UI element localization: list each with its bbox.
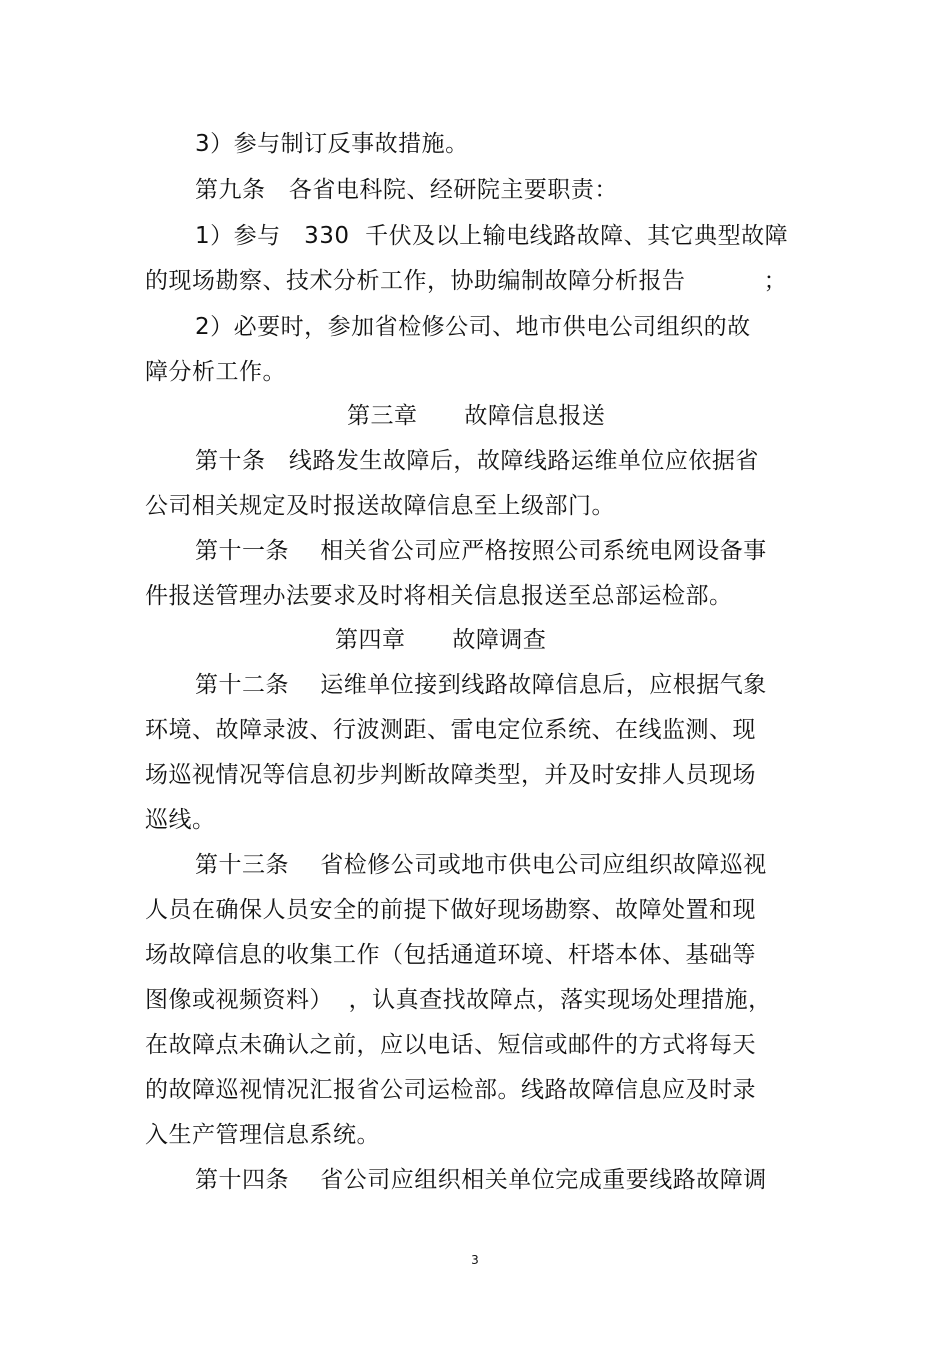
article-9-heading-line: 第九条 各省电科院、经研院主要职责： bbox=[195, 177, 618, 203]
article-13-line: 第十三条 省检修公司或地市供电公司应组织故障巡视 bbox=[195, 852, 767, 878]
paragraph-line: 2）必要时，参加省检修公司、地市供电公司组织的故 bbox=[195, 314, 751, 340]
paragraph-line: 件报送管理办法要求及时将相关信息报送至总部运检部。 bbox=[145, 583, 733, 609]
paragraph-line: 入生产管理信息系统。 bbox=[145, 1122, 380, 1148]
paragraph-line: 的现场勘察、技术分析工作，协助编制故障分析报告 ； bbox=[145, 268, 788, 294]
chapter-4-title: 第四章 故障调查 bbox=[335, 627, 547, 653]
article-14-line: 第十四条 省公司应组织相关单位完成重要线路故障调 bbox=[195, 1167, 767, 1193]
article-12-line: 第十二条 运维单位接到线路故障信息后，应根据气象 bbox=[195, 672, 767, 698]
paragraph-line: 人员在确保人员安全的前提下做好现场勘察、故障处置和现 bbox=[145, 897, 756, 923]
paragraph-line: 公司相关规定及时报送故障信息至上级部门。 bbox=[145, 493, 615, 519]
paragraph-line: 1）参与 330 千伏及以上输电线路故障、其它典型故障 bbox=[195, 223, 789, 249]
article-11-line: 第十一条 相关省公司应严格按照公司系统电网设备事 bbox=[195, 538, 767, 564]
page-number: 3 bbox=[471, 1253, 479, 1267]
paragraph-line: 3）参与制订反事故措施。 bbox=[195, 131, 469, 157]
article-10-line: 第十条 线路发生故障后，故障线路运维单位应依据省 bbox=[195, 448, 759, 474]
paragraph-line: 障分析工作。 bbox=[145, 359, 286, 385]
paragraph-line: 环境、故障录波、行波测距、雷电定位系统、在线监测、现 bbox=[145, 717, 756, 743]
chapter-3-title: 第三章 故障信息报送 bbox=[347, 403, 606, 429]
paragraph-line: 场巡视情况等信息初步判断故障类型，并及时安排人员现场 bbox=[145, 762, 756, 788]
paragraph-line: 的故障巡视情况汇报省公司运检部。线路故障信息应及时录 bbox=[145, 1077, 756, 1103]
paragraph-line: 在故障点未确认之前，应以电话、短信或邮件的方式将每天 bbox=[145, 1032, 756, 1058]
paragraph-line: 场故障信息的收集工作（包括通道环境、杆塔本体、基础等 bbox=[145, 942, 756, 968]
paragraph-line: 图像或视频资料） ，认真查找故障点，落实现场处理措施， bbox=[145, 987, 772, 1013]
paragraph-line: 巡线。 bbox=[145, 807, 216, 833]
